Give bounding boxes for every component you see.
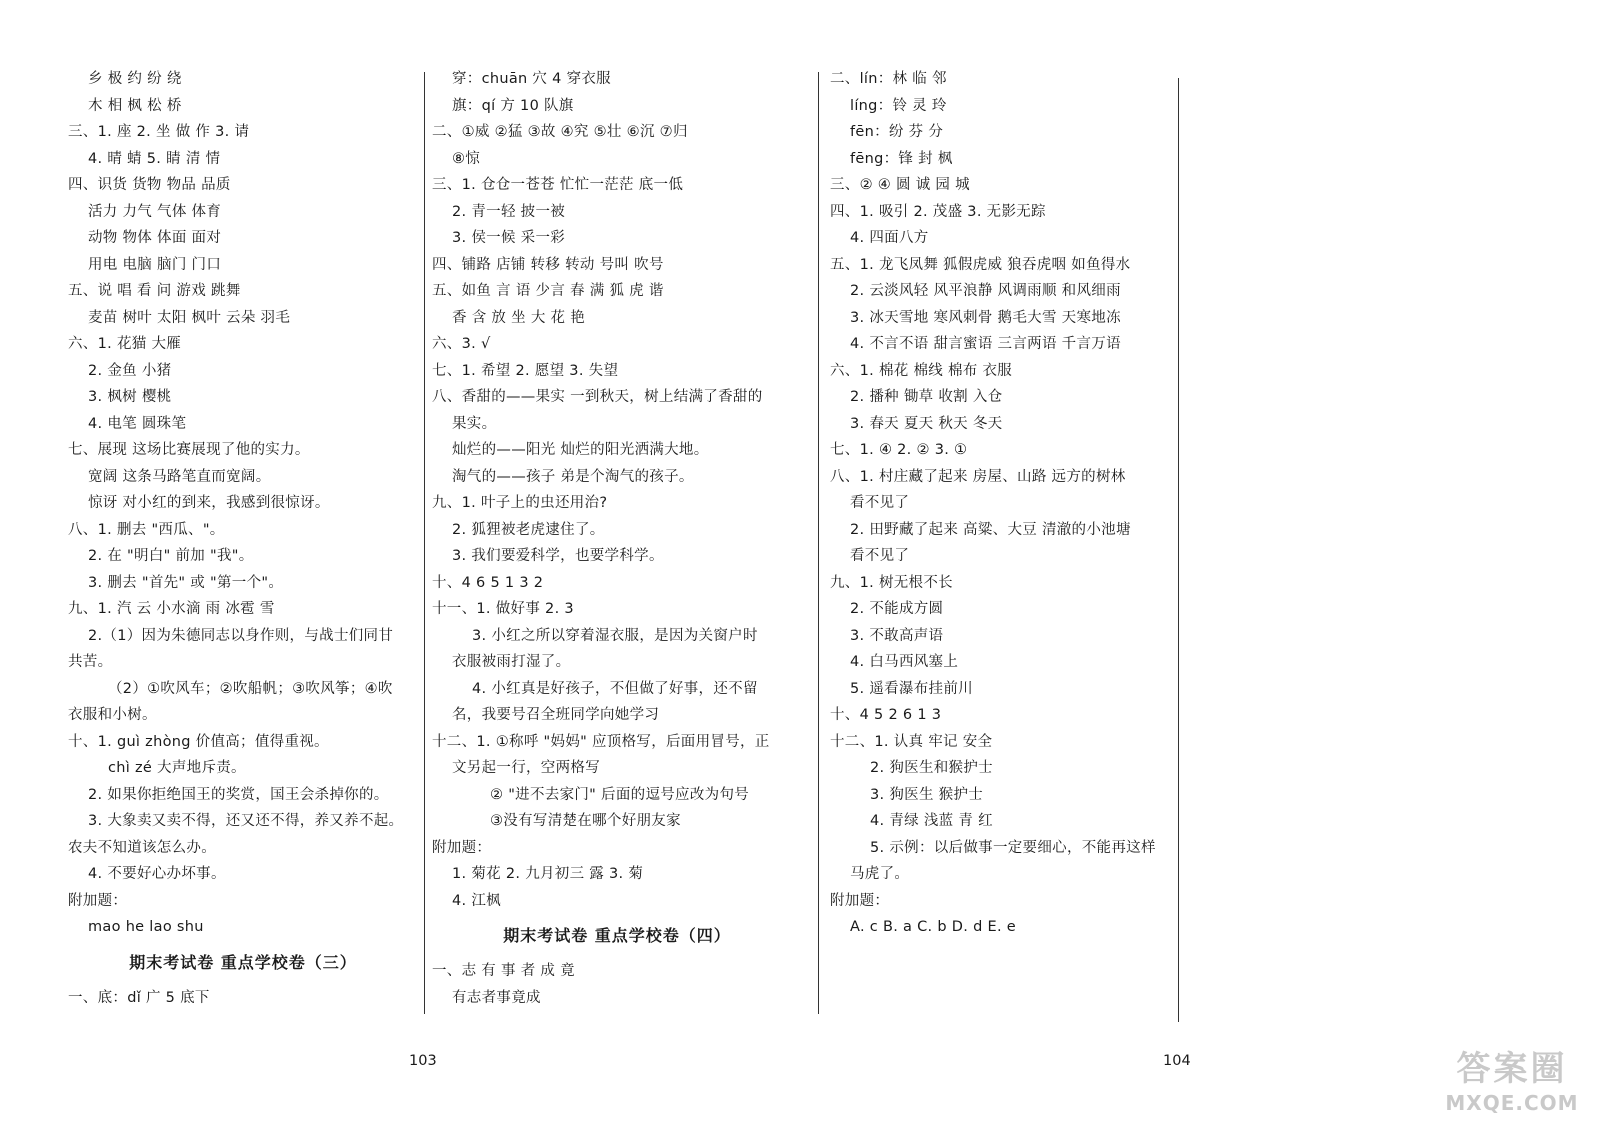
answer-line: 农夫不知道该怎么办。 bbox=[68, 839, 216, 856]
answer-line: 2. 播种 锄草 收割 入仓 bbox=[850, 389, 1003, 405]
answer-line: 共苦。 bbox=[68, 654, 113, 670]
answer-line: 4. 青绿 浅蓝 青 红 bbox=[870, 813, 993, 829]
answer-line: 4. 不要好心办坏事。 bbox=[88, 866, 226, 882]
answer-line: 附加题： bbox=[432, 839, 492, 856]
answer-line: 衣服和小树。 bbox=[68, 707, 157, 723]
answer-line: 宽阔 这条马路笔直而宽阔。 bbox=[88, 468, 271, 485]
answer-line: 十二、1. ①称呼 "妈妈" 应顶格写，后面用冒号，正 bbox=[432, 733, 770, 750]
answer-line: 2. 金鱼 小猪 bbox=[88, 362, 172, 379]
answer-line: 名，我要号召全班同学向她学习 bbox=[452, 707, 660, 723]
answer-line: 八、香甜的——果实 一到秋天，树上结满了香甜的 bbox=[432, 389, 763, 405]
answer-line: 木 相 枫 松 桥 bbox=[88, 97, 182, 114]
section-heading-school-paper-4: 期末考试卷 重点学校卷（四） bbox=[503, 926, 731, 945]
answer-line: 4. 四面八方 bbox=[850, 230, 929, 246]
answer-line: 2. 如果你拒绝国王的奖赏，国王会杀掉你的。 bbox=[88, 786, 389, 803]
answer-line: 四、识货 货物 物品 品质 bbox=[68, 177, 231, 193]
answer-line: 活力 力气 气体 体育 bbox=[88, 203, 222, 220]
answer-line: 五、如鱼 言 语 少言 春 满 狐 虎 谐 bbox=[432, 283, 664, 299]
answer-column-3 bbox=[830, 66, 1160, 941]
answer-line: 2. 在 "明白" 前加 "我"。 bbox=[88, 548, 254, 564]
answer-line: mao he lao shu bbox=[88, 919, 204, 935]
answer-column-2 bbox=[432, 66, 802, 1011]
answer-line: 3. 删去 "首先" 或 "第一个"。 bbox=[88, 574, 284, 591]
answer-line: 十、4 5 2 6 1 3 bbox=[830, 707, 942, 723]
answer-line: 3. 小红之所以穿着湿衣服，是因为关窗户时 bbox=[472, 627, 758, 644]
answer-line: ② "进不去家门" 后面的逗号应改为句号 bbox=[490, 786, 750, 803]
column-3-lines-a bbox=[830, 66, 1160, 941]
answer-line: 2.（1）因为朱德同志以身作则，与战士们同甘 bbox=[88, 627, 394, 644]
answer-line: 3. 春天 夏天 秋天 冬天 bbox=[850, 415, 1003, 432]
answer-line: 九、1. 树无根不长 bbox=[830, 574, 953, 591]
answer-line: 十、4 6 5 1 3 2 bbox=[432, 574, 544, 591]
answer-line: 看不见了 bbox=[850, 495, 910, 511]
answer-line: 3. 枫树 樱桃 bbox=[88, 389, 172, 405]
answer-line: 马虎了。 bbox=[850, 866, 910, 882]
answer-line: 3. 不敢高声语 bbox=[850, 627, 944, 644]
answer-line: 三、② ④ 圆 诚 园 城 bbox=[830, 177, 970, 193]
answer-line: 果实。 bbox=[452, 415, 497, 432]
answer-line: 3. 狗医生 猴护士 bbox=[870, 786, 984, 803]
answer-line: 惊讶 对小红的到来，我感到很惊讶。 bbox=[88, 495, 330, 511]
answer-line: 灿烂的——阳光 灿烂的阳光洒满大地。 bbox=[452, 442, 709, 458]
answer-line: ⑧惊 bbox=[452, 150, 481, 167]
answer-line: 3. 我们要爱科学，也要学科学。 bbox=[452, 548, 664, 564]
watermark-logo bbox=[1432, 1048, 1592, 1124]
answer-line: 二、①威 ②猛 ③故 ④究 ⑤壮 ⑥沉 ⑦归 bbox=[432, 124, 688, 140]
answer-line: 4. 小红真是好孩子，不但做了好事，还不留 bbox=[472, 680, 758, 697]
answer-line: 七、1. 希望 2. 愿望 3. 失望 bbox=[432, 362, 619, 379]
answer-line: 用电 电脑 脑门 门口 bbox=[88, 256, 222, 273]
answer-line: 一、志 有 事 者 成 竟 bbox=[432, 963, 575, 979]
answer-line: 3. 侯一候 采一彩 bbox=[452, 230, 566, 246]
answer-line: 九、1. 叶子上的虫还用治? bbox=[432, 495, 608, 511]
answer-line: 4. 晴 蜻 5. 睛 清 情 bbox=[88, 150, 221, 167]
watermark-site-text: MXQE.COM bbox=[1445, 1091, 1579, 1115]
answer-line: 附加题： bbox=[68, 892, 128, 909]
answer-line: 乡 极 约 纷 绕 bbox=[88, 71, 182, 87]
answer-line: 附加题： bbox=[830, 892, 890, 909]
answer-line: 4. 电笔 圆珠笔 bbox=[88, 415, 187, 432]
watermark-main-text: 答案圈 bbox=[1456, 1049, 1568, 1089]
answer-line: 3. 大象卖又卖不得，还又还不得，养又养不起。 bbox=[88, 813, 404, 829]
column-2-lines-b bbox=[432, 958, 802, 1011]
answer-line: 2. 狐狸被老虎逮住了。 bbox=[452, 521, 605, 538]
answer-line: 一、底：dǐ 广 5 底下 bbox=[68, 989, 210, 1006]
answer-line: 八、1. 删去 "西瓜、"。 bbox=[68, 521, 225, 538]
answer-line: 2. 不能成方圆 bbox=[850, 601, 944, 617]
answer-line: 十、1. guì zhòng 价值高；值得重视。 bbox=[68, 733, 329, 750]
page-number-right: 104 bbox=[1163, 1053, 1191, 1069]
answer-line: 看不见了 bbox=[850, 548, 910, 564]
answer-line: ③没有写清楚在哪个好朋友家 bbox=[490, 813, 681, 829]
answer-line: 六、3. √ bbox=[432, 336, 491, 352]
answer-line: 二、lín：林 临 邻 bbox=[830, 71, 947, 87]
answer-line: 七、展现 这场比赛展现了他的实力。 bbox=[68, 442, 310, 458]
answer-line: 2. 青一轻 披一被 bbox=[452, 203, 566, 220]
answer-line: A. c B. a C. b D. d E. e bbox=[850, 919, 1016, 935]
answer-line: 穿：chuān 穴 4 穿衣服 bbox=[452, 71, 611, 87]
answer-line: 文另起一行，空两格写 bbox=[452, 760, 600, 776]
column-1-lines-b bbox=[68, 985, 418, 1012]
answer-line: 4. 江枫 bbox=[452, 892, 501, 909]
answer-line: 十二、1. 认真 牢记 安全 bbox=[830, 733, 993, 750]
answer-line: 十一、1. 做好事 2. 3 bbox=[432, 601, 574, 617]
answer-line: 2. 云淡风轻 风平浪静 风调雨顺 和风细雨 bbox=[850, 283, 1121, 299]
answer-line: 2. 狗医生和猴护士 bbox=[870, 760, 993, 776]
answer-line: （2）①吹风车；②吹船帆；③吹风筝；④吹 bbox=[108, 680, 393, 697]
answer-line: 4. 白马西风塞上 bbox=[850, 654, 959, 670]
answer-line: 九、1. 汽 云 小水滴 雨 冰雹 雪 bbox=[68, 601, 275, 617]
answer-line: 三、1. 仓仓一苍苍 忙忙一茫茫 底一低 bbox=[432, 177, 684, 193]
answer-line: 四、铺路 店铺 转移 转动 号叫 吹号 bbox=[432, 256, 664, 273]
answer-line: 旗：qí 方 10 队旗 bbox=[452, 97, 574, 114]
answer-line: líng：铃 灵 玲 bbox=[850, 97, 947, 114]
column-divider-2 bbox=[818, 72, 819, 1014]
answer-line: 有志者事竟成 bbox=[452, 989, 541, 1006]
answer-line: 5. 遥看瀑布挂前川 bbox=[850, 680, 973, 697]
answer-line: 5. 示例：以后做事一定要细心，不能再这样 bbox=[870, 839, 1156, 856]
answer-line: 动物 物体 体面 面对 bbox=[88, 230, 222, 246]
answer-line: 八、1. 村庄藏了起来 房屋、山路 远方的树林 bbox=[830, 468, 1126, 485]
answer-column-1 bbox=[68, 66, 418, 1011]
answer-line: 4. 不言不语 甜言蜜语 三言两语 千言万语 bbox=[850, 336, 1121, 352]
answer-line: 香 含 放 坐 大 花 艳 bbox=[452, 309, 586, 326]
answer-line: 淘气的——孩子 弟是个淘气的孩子。 bbox=[452, 468, 694, 485]
answer-line: 七、1. ④ 2. ② 3. ① bbox=[830, 442, 968, 458]
column-1-lines-a bbox=[68, 66, 418, 941]
answer-line: 六、1. 花猫 大雁 bbox=[68, 336, 182, 352]
column-divider-3 bbox=[1178, 78, 1179, 1022]
column-divider-1 bbox=[424, 72, 425, 1014]
answer-line: 三、1. 座 2. 坐 做 作 3. 请 bbox=[68, 124, 250, 140]
answer-line: 四、1. 吸引 2. 茂盛 3. 无影无踪 bbox=[830, 203, 1046, 220]
column-2-lines-a bbox=[432, 66, 802, 914]
answer-line: 衣服被雨打湿了。 bbox=[452, 654, 571, 670]
answer-line: fēn：纷 芬 分 bbox=[850, 124, 944, 140]
answer-line: 1. 菊花 2. 九月初三 露 3. 菊 bbox=[452, 866, 644, 882]
answer-line: 五、1. 龙飞凤舞 狐假虎威 狼吞虎咽 如鱼得水 bbox=[830, 256, 1131, 273]
answer-line: 3. 冰天雪地 寒风刺骨 鹅毛大雪 天寒地冻 bbox=[850, 309, 1121, 326]
answer-line: 2. 田野藏了起来 高粱、大豆 清澈的小池塘 bbox=[850, 521, 1131, 538]
section-heading-school-paper-3: 期末考试卷 重点学校卷（三） bbox=[129, 952, 357, 972]
answer-line: chì zé 大声地斥责。 bbox=[108, 760, 246, 776]
answer-line: 六、1. 棉花 棉线 棉布 衣服 bbox=[830, 362, 1013, 379]
answer-line: fēng：锋 封 枫 bbox=[850, 150, 953, 167]
answer-line: 五、说 唱 看 问 游戏 跳舞 bbox=[68, 283, 241, 299]
answer-line: 麦苗 树叶 太阳 枫叶 云朵 羽毛 bbox=[88, 309, 291, 326]
page-number-left: 103 bbox=[409, 1053, 437, 1069]
